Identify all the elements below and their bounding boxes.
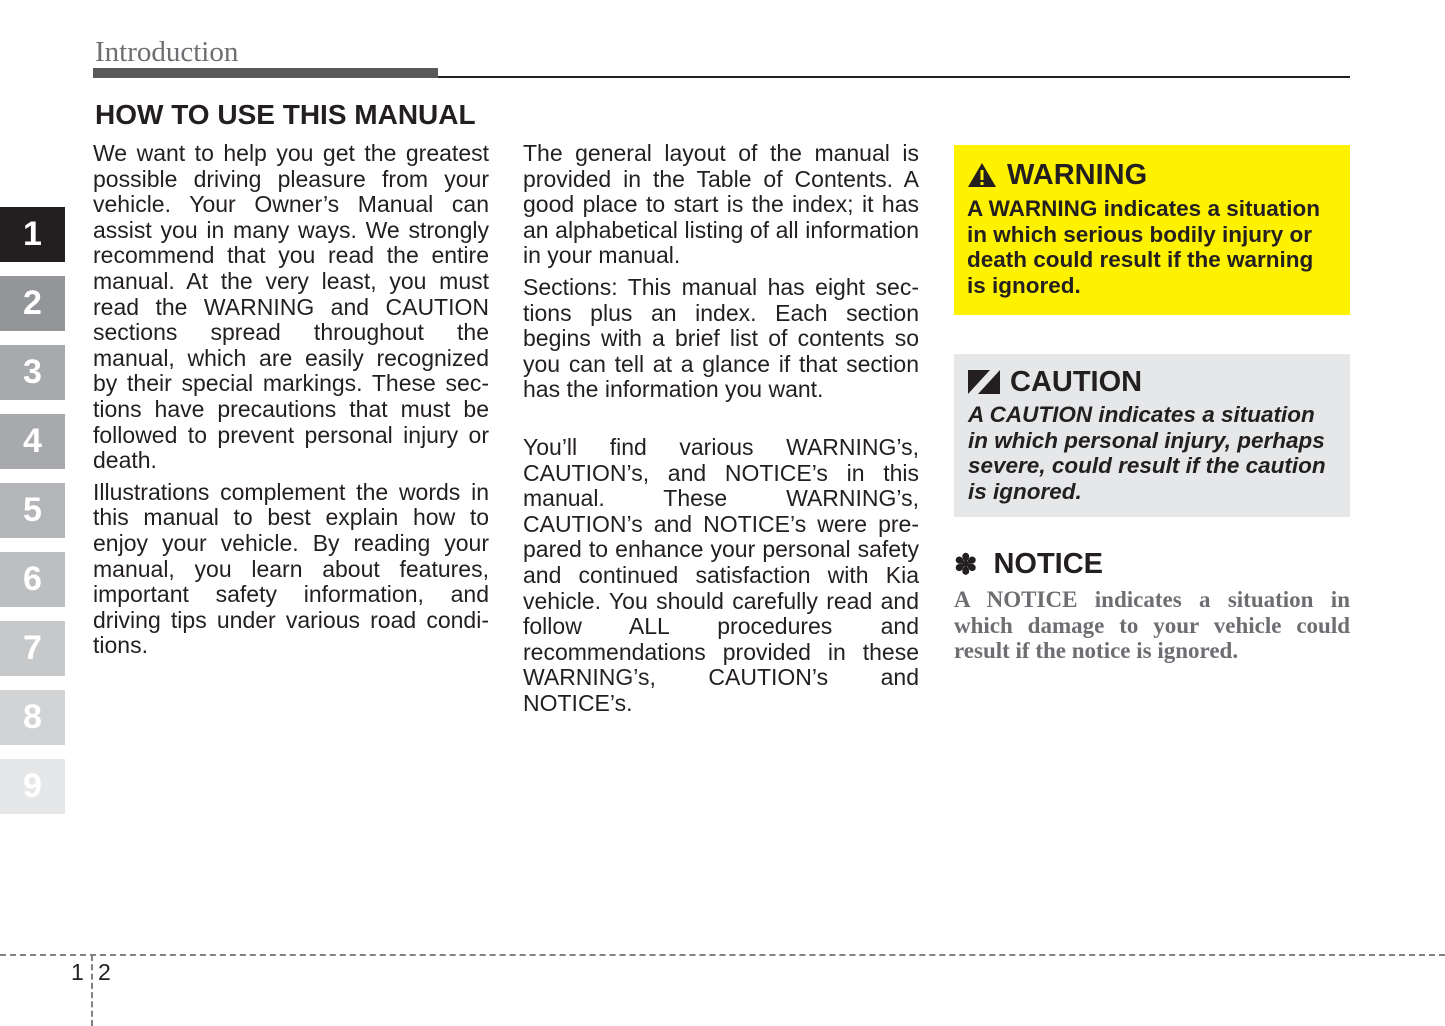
chapter-tab-3[interactable]: 3 — [0, 345, 65, 400]
body-column-middle — [523, 141, 919, 716]
sections-paragraph: Sections: This manual has eight sections plus an index. Each section begins with a brief list of contents so you can tell at a glance if that section has the information you want. — [523, 273, 919, 403]
layout-paragraph: The general layout of the manual is provided in the Table of Contents. A good place to start is the index; it has an alphabetical listing of all information in your manual. — [523, 140, 919, 269]
warning-heading-row — [967, 157, 1338, 193]
warning-triangle-icon — [967, 162, 997, 188]
caution-slash-icon — [968, 370, 1000, 394]
header-accent-bar — [93, 68, 438, 78]
chapter-tab-9[interactable]: 9 — [0, 759, 65, 814]
chapter-tab-6[interactable]: 6 — [0, 552, 65, 607]
chapter-number: 1 — [71, 959, 84, 985]
footer-rule — [0, 954, 1445, 956]
warning-text: A WARNING indicates a situation in which serious bodily injury or death could result if the warning is ignored. — [967, 196, 1320, 298]
body-column-left — [93, 141, 489, 659]
page-title: HOW TO USE THIS MANUAL — [95, 99, 476, 130]
notice-heading: NOTICE — [993, 548, 1104, 580]
notice-asterisk-icon: ✽ — [954, 549, 978, 580]
footer-divider — [91, 955, 93, 1026]
caution-heading: CAUTION — [1010, 365, 1143, 398]
caution-heading-row — [968, 364, 1338, 400]
chapter-tab-7[interactable]: 7 — [0, 621, 65, 676]
notice-text: A NOTICE indicates a situation in which damage to your vehicle could result if the notice is ignored. — [954, 587, 1350, 664]
warning-heading: WARNING — [1007, 158, 1148, 191]
chapter-tab-2[interactable]: 2 — [0, 276, 65, 331]
intro-paragraph: We want to help you get the greatest possible driving pleasure from your vehicle. Your Owner’s Manual can assist you in many ways. We strongly recommend that you read the entire manual. At the very least, you must read the WARNING and CAUTION sections spread throughout the manual, which are easily recognized by their special markings. These sections have precautions that must be followed to prevent personal injury or death. — [93, 140, 489, 474]
chapter-tab-4[interactable]: 4 — [0, 414, 65, 469]
page-number: 2 — [98, 959, 111, 985]
warning-box — [954, 145, 1350, 315]
caution-box — [954, 354, 1350, 517]
warnings-paragraph: You’ll find various WARNING’s, CAUTION’s, and NOTICE’s in this manual. These WARNING’s, CAUTION’s and NOTICE’s were prepared to enhance your personal safety and continued satisfaction with Kia vehicle. You should carefully read and follow ALL procedures and recommendations provided in these WARNING’s, CAUTION’s and NOTICE’s. — [523, 433, 919, 716]
illustrations-paragraph: Illustrations complement the words in this manual to best explain how to enjoy your vehicle. By reading your manual, you learn about features, important safety information, and driving tips under various road conditions. — [93, 478, 489, 659]
header-rule — [438, 76, 1350, 78]
section-label: Introduction — [95, 36, 239, 68]
chapter-tab-8[interactable]: 8 — [0, 690, 65, 745]
notice-heading-row — [954, 548, 1103, 581]
chapter-tab-5[interactable]: 5 — [0, 483, 65, 538]
chapter-tab-1[interactable]: 1 — [0, 207, 65, 262]
caution-text: A CAUTION indicates a situation in which personal injury, perhaps severe, could result if the caution is ignored. — [968, 402, 1326, 504]
